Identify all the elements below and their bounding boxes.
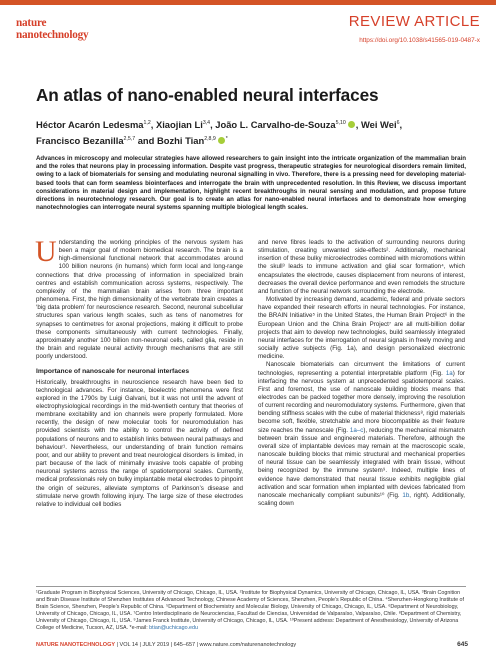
- section-heading: Importance of nanoscale for neuronal interfaces: [36, 368, 190, 376]
- header-accent-bar: [0, 0, 496, 5]
- right-paragraph-3-text-d: , right). Additionally, scaling down: [258, 491, 465, 507]
- right-paragraph-2: Motivated by increasing demand, academic, federal and private sectors have expanded their research efforts in neural technologies. For instance, the BRAIN Initiative⁵ in the United States, the Human Brain Project⁶ in the European Union and the China Brain Project⁷ are all multi-billion dollar projects that aim to develop new technologies, build seamlessly integrated neural interfaces for the interrogation of neural signals in freely moving and socially active subjects (Fig. 1a), and design personalized electronic medicine.: [258, 296, 465, 361]
- figure-reference-link[interactable]: 1a: [445, 369, 453, 377]
- page-footer: [36, 642, 468, 648]
- author-separator: ,: [150, 119, 156, 131]
- article-type-label: REVIEW ARTICLE: [348, 13, 480, 30]
- intro-paragraph: [35, 235, 243, 361]
- author-line-2: [36, 132, 476, 148]
- footer-journal-name: NATURE NANOTECHNOLOGY: [36, 642, 116, 648]
- doi-link[interactable]: https://doi.org/10.1038/s41565-019-0487-x: [359, 37, 480, 44]
- right-paragraph-3-text-c: ), reducing the mechanical mismatch between brain tissue and engineered materials. Therefore, although the overall size of implantable devices may remain at the macroscopic scale, nanoscale building blocks that mimic structural and mechanical properties of neural tissue can be seamlessly integrated with brain tissue, without being recognized by the immune system⁹. Indeed, multiple lines of evidence have demonstrated that neural tissue exhibits negligible glial activation and scar formation when implanted with devices fabricated from nanoscale mechanically compliant subunits¹⁰ (Fig.: [258, 426, 465, 499]
- orcid-icon[interactable]: [218, 137, 225, 144]
- corresponding-email-link[interactable]: btian@uchicago.edu: [149, 625, 198, 632]
- author-name: Héctor Acarón Ledesma: [36, 119, 144, 131]
- right-paragraph-3-text-b: ) for interfacing the nervous system at unprecedented spatiotemporal scales. First and foremost, the use of nanoscale building blocks means that electrodes can be packed together more densely, improving the resolution of current recording and neuromodulatory systems. Furthermore, given that bending stiffness scales with the cube of material thickness⁸, rigid materials become soft, flexible, stretchable and more biocompatible as their feature size reaches the nanoscale (Fig.: [258, 369, 465, 434]
- author-name: Xiaojian Li: [155, 119, 203, 131]
- article-title: An atlas of nano-enabled neural interfaces: [36, 85, 379, 105]
- corresponding-author-star: *: [225, 136, 228, 143]
- figure-reference-link[interactable]: 1b: [402, 491, 410, 499]
- author-affiliation-sup: 2,5,7: [123, 136, 136, 143]
- author-affiliation-sup: 2,8,9: [204, 136, 216, 143]
- journal-logo-line2: nanotechnology: [16, 29, 89, 41]
- intro-text: nderstanding the working principles of the nervous system has been a major goal of modern biomedical research. The brain is a high-dimensional functional network that accommodates around 100 billion neurons (in humans) which form local and long-range connections that drive processing of information in specialized brain centres and establish communication across systems, respectively. The complexity of the mammalian brain arises from three important phenomena. First, the high dimensionality of the vertebrate brain creates a ‘big data problem’ for neuroscience research. Second, neuronal subcellular structures span various length scales, such as tens of nanometres for synapses to centimetres for axonal projections, making it difficult to probe these components simultaneously with current technologies. Finally, approximately another 100 billion non-neuronal cells, called glia, reside in the brain and regulate neural activity through mechanisms that are still poorly understood.: [36, 239, 243, 361]
- page-number: 645: [457, 641, 468, 648]
- author-name: Francisco Bezanilla: [36, 135, 124, 147]
- author-name: Bozhi Tian: [156, 135, 205, 147]
- affiliations-footnote: [36, 590, 468, 633]
- author-name: Wei Wei: [360, 119, 397, 131]
- author-affiliation-sup: 6: [396, 120, 400, 126]
- footer-issue-info: | VOL 14 | JULY 2019 | 645–657 | www.nature.com/naturenanotechnology: [115, 642, 297, 648]
- body-column-left: [35, 235, 243, 509]
- abstract: Advances in microscopy and molecular strategies have allowed researchers to gain insight into the intricate organization of the mammalian brain and the roles that neurons play in processing information. Despite vast progress, therapeutic strategies for neurological disorders remain limited, owing to a lack of biomaterials for sensing and modulating neuronal signalling in vivo. Therefore, there is a pressing need for developing material-based tools that can form seamless biointerfaces and interrogate the brain with unprecedented resolution. In this Review, we discuss important considerations in material design and implementation, highlight recent breakthroughs in neural sensing and modulation, and propose future directions in neurotechnology research. Our goal is to create an atlas for nano-enabled neural interfaces and to demonstrate how emerging nanotechnologies can interrogate neural systems spanning multiple biological length scales.: [36, 155, 466, 212]
- footnote-divider: [36, 586, 466, 587]
- author-name: João L. Carvalho-de-Souza: [215, 119, 336, 131]
- right-paragraph-3: [258, 361, 465, 508]
- author-line-1: [36, 116, 476, 132]
- author-affiliation-sup: 5,10: [335, 120, 346, 126]
- right-paragraph-1: and nerve fibres leads to the activation of surrounding neurons during stimulation, creating unwanted side-effects². Additionally, mechanical insertion of these bulky microelectrodes combined with micromotions within the skull³ leads to immune activation and glial scar formation⁴, which encapsulates the electrode, causes displacement from neurons of interest, decreases the overall device performance and even remodels the structure and function of the neural network surrounding the electrode.: [258, 239, 465, 295]
- orcid-icon[interactable]: [348, 121, 355, 128]
- affiliations-text: ¹Graduate Program in Biophysical Sciences, University of Chicago, Chicago, IL, USA. ²Institute for Biophysical Dynamics, University of Chicago, Chicago, IL, USA. ³Brain Cognition and Brain Disease Institute of Shenzhen Institutes of Advanced Technology, Chinese Academy of Sciences, Shenzhen, People’s Republic of China. ⁴Shenzhen-Hongkong Institute of Brain Science, Shenzhen, People’s Republic of China. ⁵Department of Biochemistry and Molecular Biology, University of Chicago, Chicago, IL, USA. ⁶Department of Neurobiology, University of Chicago, Chicago, IL, USA. ⁷Centro Interdisciplinario de Neurociencias, Facultad de Ciencias, Universidad de Valparaíso, Valparaíso, Chile. ⁸Department of Chemistry, University of Chicago, Chicago, IL, USA. ⁹James Franck Institute, University of Chicago, Chicago, IL, USA. ¹⁰Present address: Department of Anesthesiology, University of Arizona College of Medicine, Tucson, AZ, USA. *e-mail:: [36, 590, 464, 632]
- drop-cap: U: [35, 235, 57, 268]
- author-separator: ,: [210, 119, 216, 131]
- section-paragraph: Historically, breakthroughs in neuroscience research have been tied to technological advances. For instance, bioelectric phenomena were first explored in the 1790s by Luigi Galvani, but it was not until the advent of electrophysiological recordings in the mid-twentieth century that theories of membrane excitability and ion channels were properly formulated. More recently, the design of new molecular tools for neuromodulation has provided scientists with the ability to control the activity of defined populations of neurons and to establish links between neural pathways and behaviour¹. Nevertheless, our understanding of brain function remains poor, and our ability to prevent and treat neurological disorders is limited, in part because of the lack of minimally invasive tools capable of probing neuronal systems across the range of spatiotemporal scales. Currently, medical professionals rely on bulky implantable metal electrodes to pinpoint the origin of seizures, alleviate symptoms of Parkinson’s disease and stimulate nerve growth following injury. The large size of these electrodes relative to individual cell bodies: [36, 378, 243, 508]
- body-column-right: [258, 239, 465, 508]
- author-separator: and: [135, 135, 157, 147]
- journal-logo[interactable]: [16, 17, 88, 41]
- figure-reference-link[interactable]: 1a–c: [349, 426, 364, 434]
- author-affiliation-sup: 3,4: [202, 120, 211, 126]
- right-paragraph-3-text-a: Nanoscale biomaterials can circumvent the limitations of current technologies, representing a potential interpretable platform (Fig.: [258, 361, 465, 377]
- journal-logo-line1: nature: [16, 17, 47, 29]
- author-list: [36, 116, 476, 148]
- author-separator: ,: [355, 119, 361, 131]
- author-affiliation-sup: 1,2: [143, 120, 151, 126]
- author-separator: ,: [399, 119, 403, 131]
